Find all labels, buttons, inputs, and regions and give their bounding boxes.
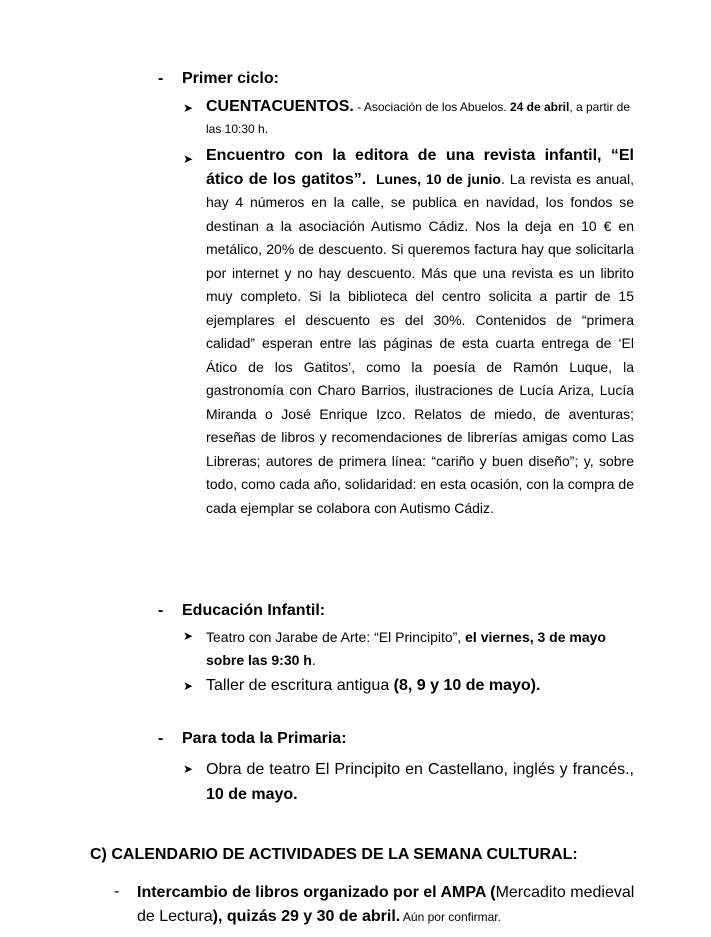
editora-title: Encuentro con la editora de una revista infantil, “El ático de los gatitos”. [206, 147, 634, 188]
taller-dates: (8, 9 y 10 de mayo). [393, 677, 541, 694]
list-dash: - [158, 70, 164, 87]
arrow-bullet-icon: ➤ [183, 679, 194, 693]
list-dash: - [158, 730, 164, 747]
intercambio-note: Aún por confirmar. [400, 910, 501, 924]
cuentacuentos-time: , a partir de las 10:30 h. [206, 100, 631, 136]
arrow-bullet-icon: ➤ [183, 629, 194, 643]
arrow-bullet-icon: ➤ [183, 101, 194, 115]
editora-item [206, 144, 634, 520]
arrow-bullet-icon: ➤ [183, 152, 194, 166]
editora-date: Lunes, 10 de junio [375, 170, 501, 187]
teatro-item [206, 626, 636, 672]
obra-teatro-item [206, 757, 634, 807]
section-c-heading: C) CALENDARIO DE ACTIVIDADES DE LA SEMANA CULTURAL: [90, 846, 578, 863]
cuentacuentos-title: CUENTACUENTOS. [206, 98, 354, 115]
intercambio-mercadito: Mercadito medieval de Lectura [137, 884, 635, 925]
cuentacuentos-date: 24 de abril [509, 100, 570, 114]
taller-item [206, 675, 636, 697]
intercambio-date: ), quizás 29 y 30 de abril. [212, 908, 401, 925]
obra-teatro-text: Obra de teatro El Principito en Castellano, inglés y francés., [206, 761, 634, 778]
taller-text: Taller de escritura antigua [206, 677, 394, 694]
cuentacuentos-org: - Asociación de los Abuelos. [353, 100, 510, 114]
section-heading-primaria: Para toda la Primaria: [182, 730, 347, 747]
teatro-text: Teatro con Jarabe de Arte: “El Principito”, [206, 629, 466, 645]
list-dash: - [114, 883, 120, 900]
intercambio-title: Intercambio de libros organizado por el AMPA ( [137, 884, 496, 901]
list-dash: - [158, 602, 164, 619]
editora-description: . La revista es anual, hay 4 números en la calle, se publica en navidad, los fondos se destinan a la asociación Autismo Cádiz. Nos la deja en 10 € en metálico, 20% de descuento. Si queremos factura hay que solicitarla por internet y no hay descuento. Más que una revista es un librito muy completo. Si la biblioteca del centro solicita a partir de 15 ejemplares el descuento es del 30%. Contenidos de “primera calidad” esperan entre las páginas de esta cuarta entrega de ‘El Ático de los Gatitos’, como la poesía de Ramón Luque, la gastronomía con Charo Barrios, ilustraciones de Lucía Ariza, Lucía Miranda o José Enrique Izco. Relatos de miedo, de aventuras; reseñas de libros y recomendaciones de librerías amigas como Las Libreras; autores de primera línea: “cariño y buen diseño”; y, sobre todo, como cada año, solidaridad: en esta ocasión, con la compra de cada ejemplar se colabora con Autismo Cádiz. [206, 170, 634, 516]
intercambio-item [137, 881, 637, 929]
arrow-bullet-icon: ➤ [183, 762, 194, 776]
teatro-date: el viernes, 3 de mayo sobre las 9:30 h [206, 629, 606, 668]
section-heading-infantil: Educación Infantil: [182, 602, 326, 619]
obra-teatro-date: 10 de mayo. [206, 786, 298, 803]
cuentacuentos-item [206, 96, 636, 140]
section-heading-primer-ciclo: Primer ciclo: [182, 70, 279, 87]
teatro-end: . [311, 652, 316, 668]
